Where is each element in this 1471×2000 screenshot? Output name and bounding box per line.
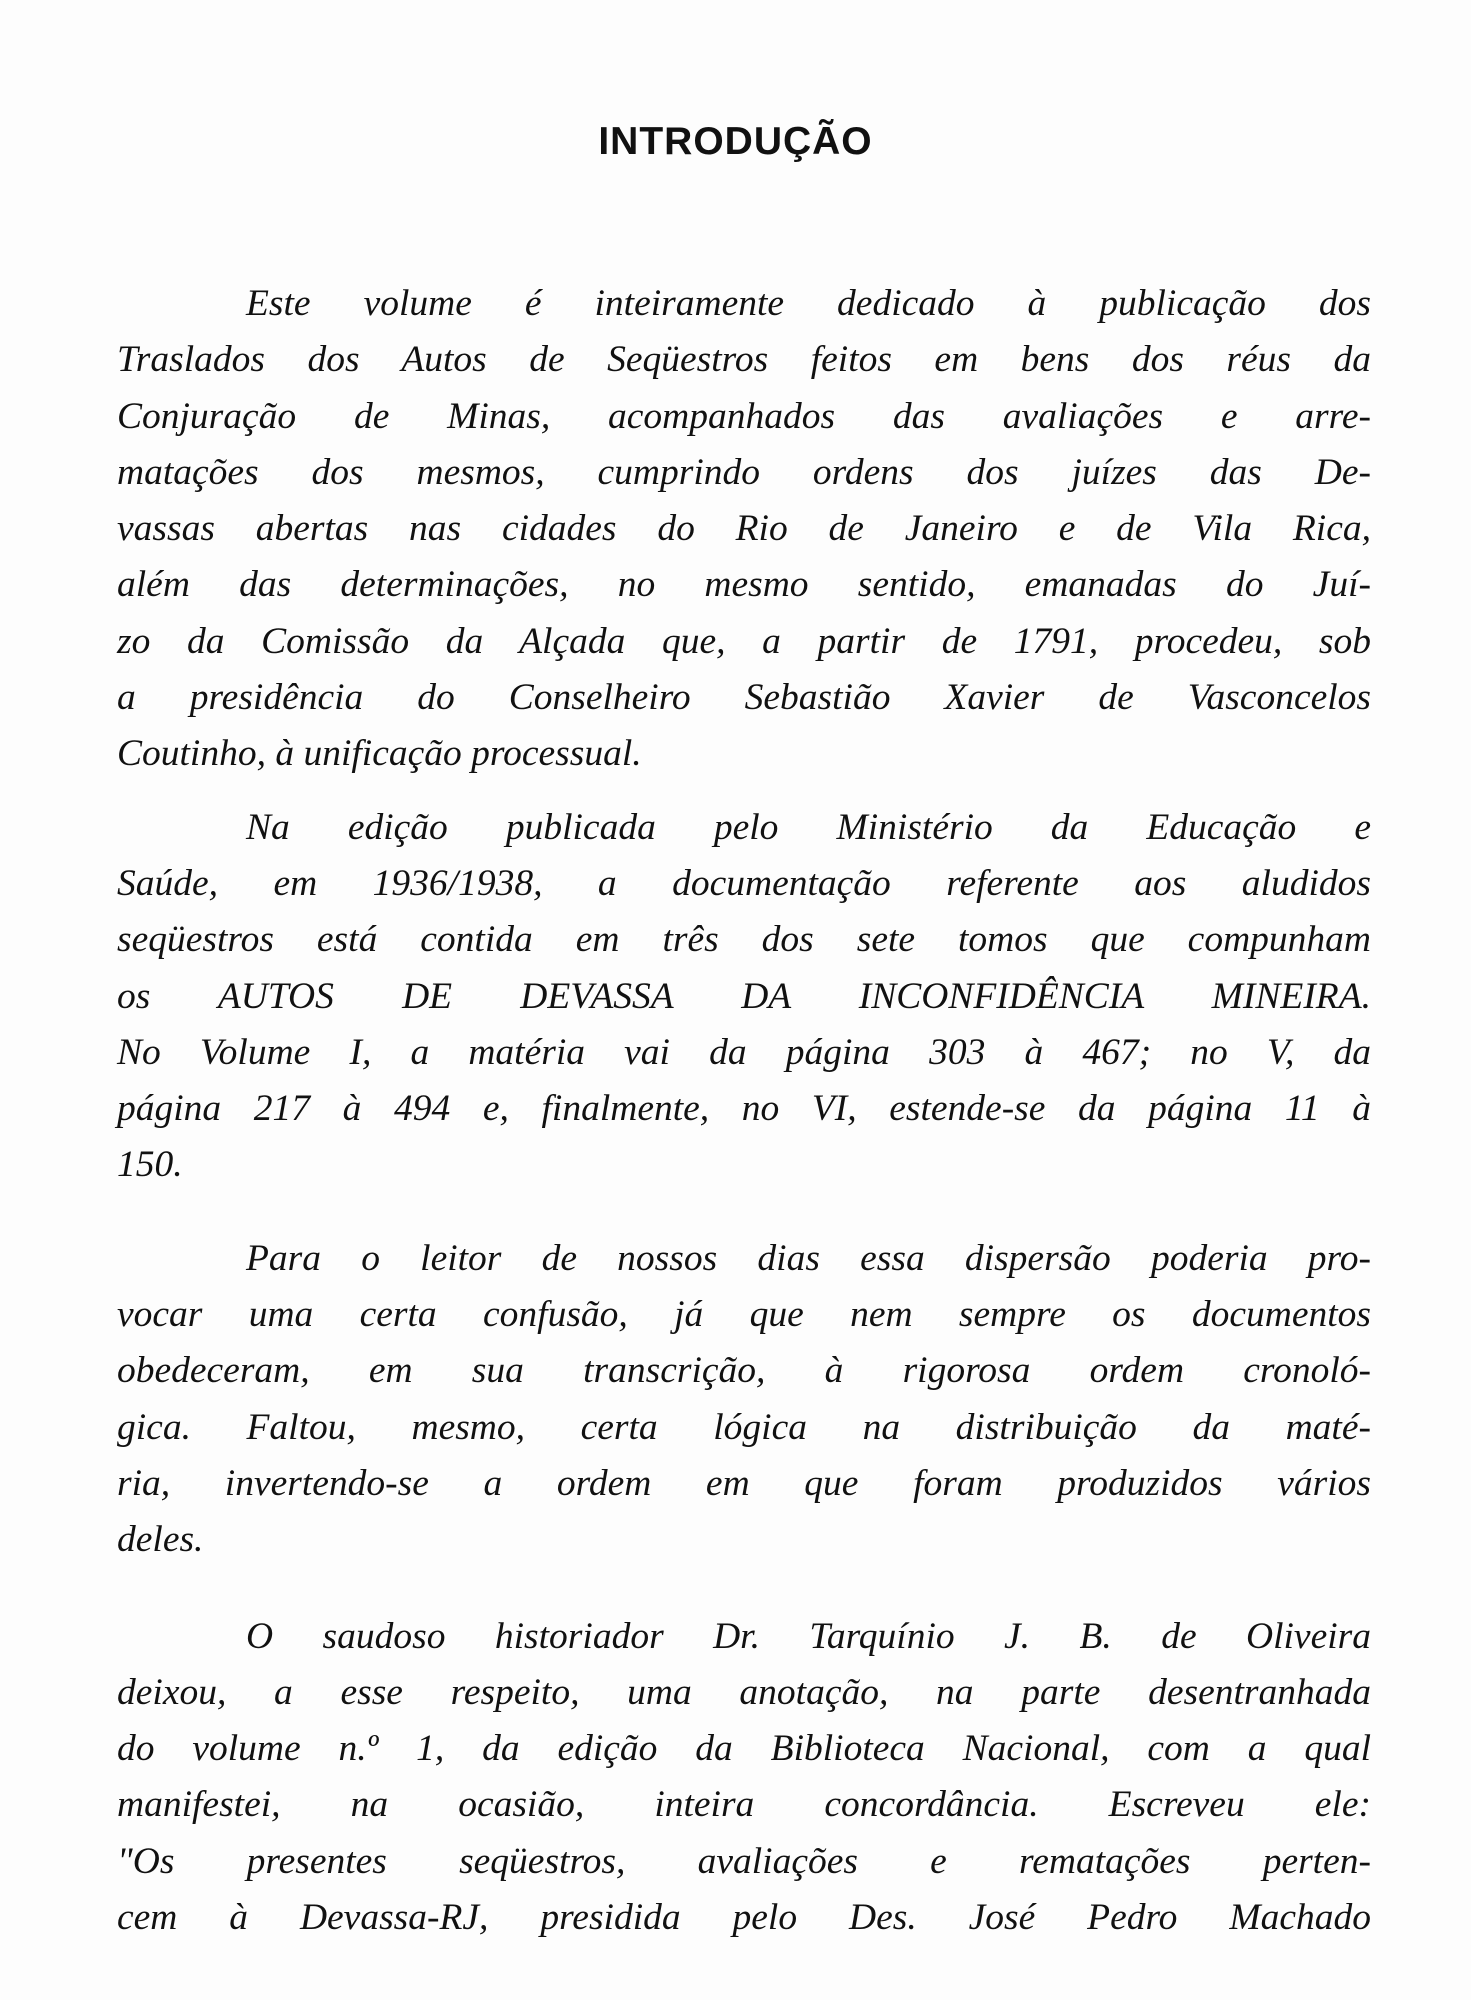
text-line: cem à Devassa-RJ, presidida pelo Des. José Pedro Machado [117,1897,1371,1939]
text-line: 150. [117,1144,183,1186]
text-line: os AUTOS DE DEVASSA DA INCONFIDÊNCIA MINEIRA. [117,975,1371,1017]
text-line: a presidência do Conselheiro Sebastião Xavier de Vasconcelos [117,677,1371,719]
text-line: seqüestros está contida em três dos sete tomos que compunham [117,919,1371,961]
text-line: zo da Comissão da Alçada que, a partir de 1791, procedeu, sob [117,620,1371,662]
text-line: ria, invertendo-se a ordem em que foram produzidos vários [117,1462,1371,1504]
text-line: Na edição publicada pelo Ministério da Educação e [246,806,1371,848]
text-line: Para o leitor de nossos dias essa dispersão poderia pro- [246,1237,1371,1279]
text-line: do volume n.º 1, da edição da Biblioteca Nacional, com a qual [117,1728,1371,1770]
paragraph-3 [117,1231,1371,1569]
text-line: gica. Faltou, mesmo, certa lógica na distribuição da maté- [117,1406,1371,1448]
text-line: deles. [117,1519,204,1561]
page-title: INTRODUÇÃO [598,120,873,163]
text-line: Traslados dos Autos de Seqüestros feitos em bens dos réus da [117,339,1371,381]
paragraph-4 [117,1609,1371,1947]
text-line: Este volume é inteiramente dedicado à publicação dos [246,283,1371,324]
text-line: vocar uma certa confusão, já que nem sempre os documentos [117,1294,1371,1336]
paragraph-1 [117,276,1371,783]
text-line: página 217 à 494 e, finalmente, no VI, estende-se da página 11 à [117,1088,1371,1130]
paragraph-2 [117,800,1371,1194]
text-line: No Volume I, a matéria vai da página 303 à 467; no V, da [117,1031,1371,1073]
text-line: Coutinho, à unificação processual. [117,733,642,775]
body-text [117,276,1371,1946]
text-line: vassas abertas nas cidades do Rio de Janeiro e de Vila Rica, [117,508,1371,550]
text-line: Conjuração de Minas, acompanhados das avaliações e arre- [117,395,1371,437]
text-line: manifestei, na ocasião, inteira concordância. Escreveu ele: [117,1784,1371,1826]
text-line: "Os presentes seqüestros, avaliações e rematações perten- [117,1840,1371,1882]
text-line: deixou, a esse respeito, uma anotação, na parte desentranhada [117,1671,1371,1713]
text-line: Saúde, em 1936/1938, a documentação referente aos aludidos [117,862,1371,904]
text-line: obedeceram, em sua transcrição, à rigorosa ordem cronoló- [117,1350,1371,1392]
text-line: O saudoso historiador Dr. Tarquínio J. B. de Oliveira [246,1615,1371,1657]
text-line: matações dos mesmos, cumprindo ordens dos juízes das De- [117,451,1371,493]
text-line: além das determinações, no mesmo sentido, emanadas do Juí- [117,564,1371,606]
